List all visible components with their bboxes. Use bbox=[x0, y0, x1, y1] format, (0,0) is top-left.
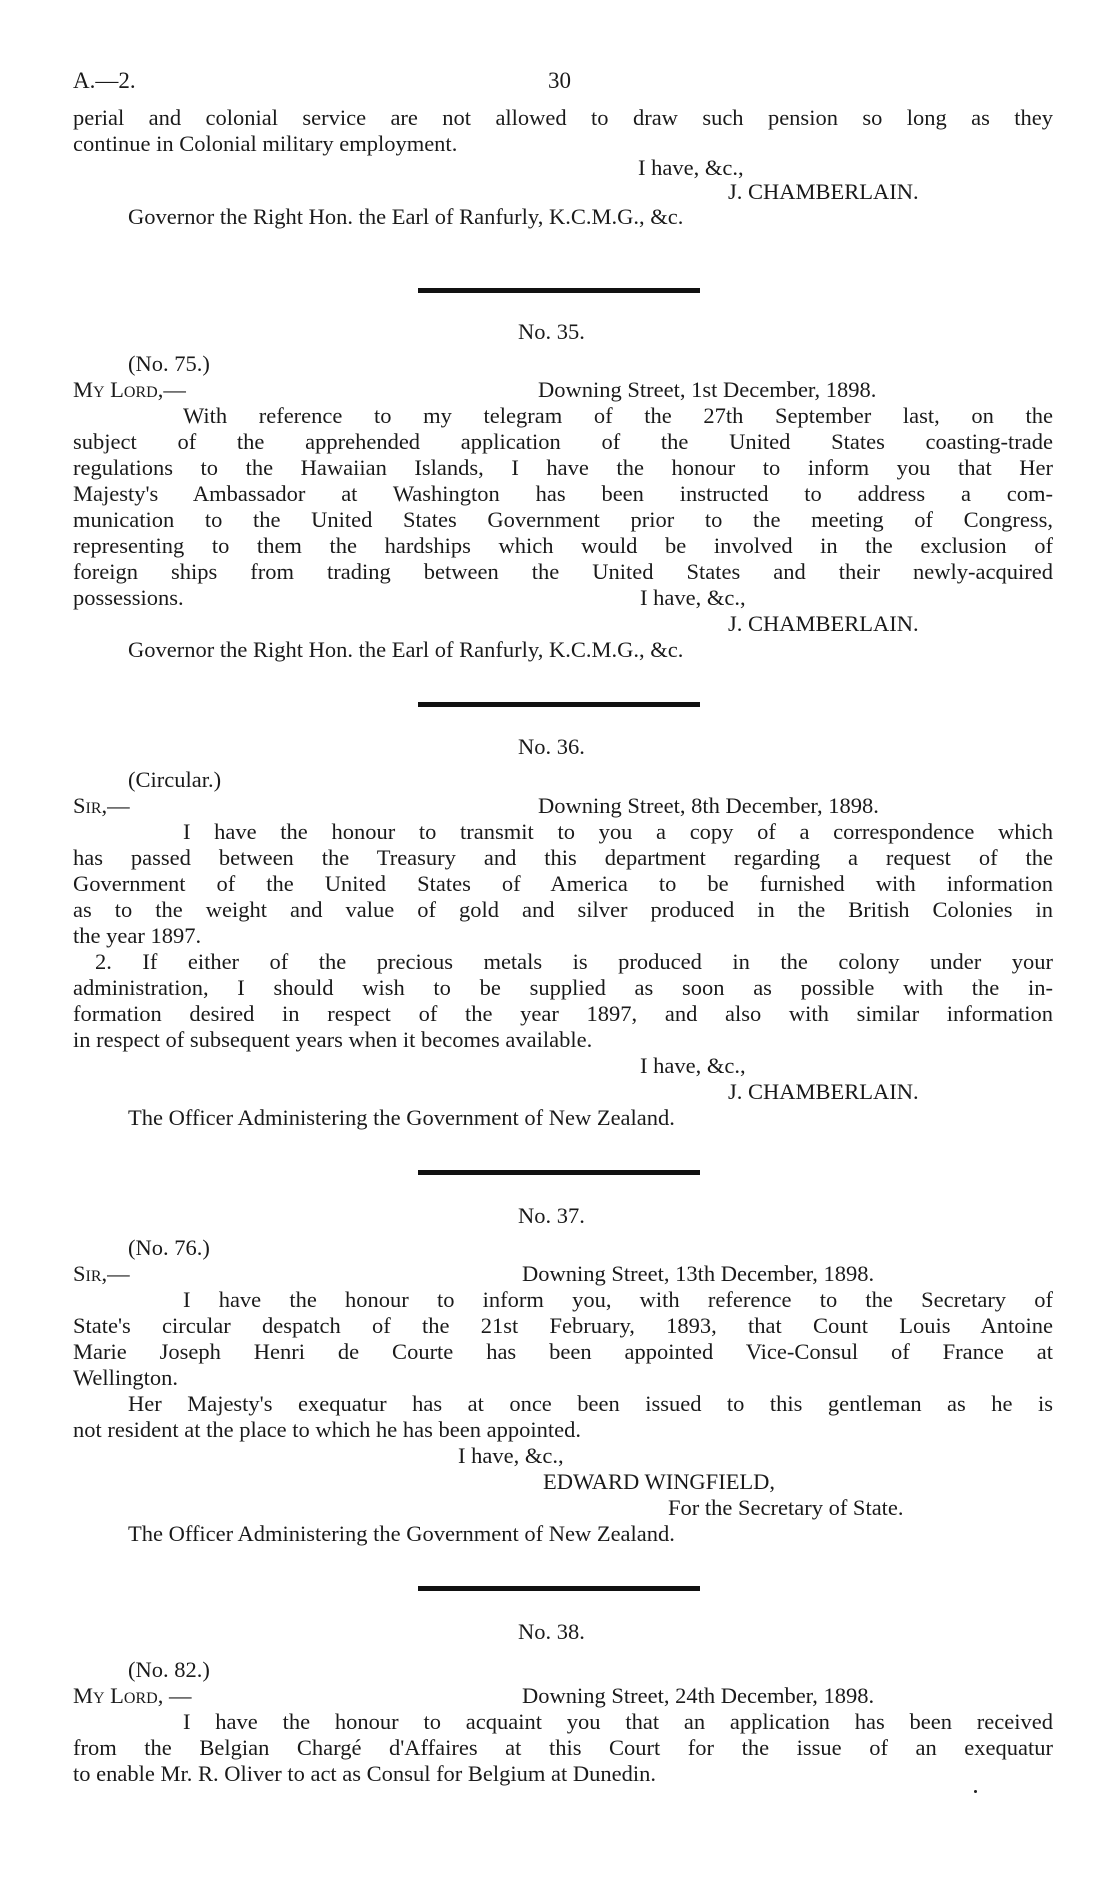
body-line: I have the honour to acquaint you that an application has been received bbox=[183, 1709, 1053, 1734]
signature-title: For the Secretary of State. bbox=[668, 1495, 904, 1520]
place-date: Downing Street, 8th December, 1898. bbox=[538, 793, 879, 818]
body-line: has passed between the Treasury and this department regarding a request of the bbox=[73, 845, 1053, 870]
body-line: to enable Mr. R. Oliver to act as Consul for Belgium at Dunedin. bbox=[73, 1761, 657, 1786]
letter-number: No. 35. bbox=[518, 319, 585, 344]
closing: I have, &c., bbox=[640, 585, 746, 610]
body-line: State's circular despatch of the 21st February, 1893, that Count Louis Antoine bbox=[73, 1313, 1053, 1338]
body-line: in respect of subsequent years when it becomes available. bbox=[73, 1027, 593, 1052]
signature: J. CHAMBERLAIN. bbox=[728, 1079, 919, 1104]
body-line: I have the honour to transmit to you a copy of a correspondence which bbox=[183, 819, 1053, 844]
closing: I have, &c., bbox=[458, 1443, 564, 1468]
place-date: Downing Street, 24th December, 1898. bbox=[522, 1683, 875, 1708]
body-line: Marie Joseph Henri de Courte has been appointed Vice-Consul of France at bbox=[73, 1339, 1053, 1364]
salutation: My Lord,— bbox=[73, 377, 186, 402]
section-divider bbox=[418, 288, 700, 293]
section-divider bbox=[418, 1170, 700, 1175]
body-line: from the Belgian Chargé d'Affaires at this Court for the issue of an exequatur bbox=[73, 1735, 1053, 1760]
continuation-line: perial and colonial service are not allowed to draw such pension so long as they bbox=[73, 105, 1053, 130]
place-date: Downing Street, 13th December, 1898. bbox=[522, 1261, 875, 1286]
letter-number: No. 37. bbox=[518, 1203, 585, 1228]
body-line: foreign ships from trading between the United States and their newly-acquired bbox=[73, 559, 1053, 584]
body-line: administration, I should wish to be supplied as soon as possible with the in- bbox=[73, 975, 1053, 1000]
letter-number: No. 36. bbox=[518, 734, 585, 759]
salutation: Sir,— bbox=[73, 793, 130, 818]
addressee: Governor the Right Hon. the Earl of Ranfurly, K.C.M.G., &c. bbox=[128, 637, 684, 662]
addressee: The Officer Administering the Government of New Zealand. bbox=[128, 1521, 675, 1546]
letter-reference: (Circular.) bbox=[128, 767, 222, 792]
letter-number: No. 38. bbox=[518, 1619, 585, 1644]
place-date: Downing Street, 1st December, 1898. bbox=[538, 377, 877, 402]
page-number: 30 bbox=[548, 68, 571, 93]
body-line: Government of the United States of America to be furnished with information bbox=[73, 871, 1053, 896]
signature: EDWARD WINGFIELD, bbox=[543, 1469, 776, 1494]
body-line: formation desired in respect of the year 1897, and also with similar information bbox=[73, 1001, 1053, 1026]
body-line: not resident at the place to which he has been appointed. bbox=[73, 1417, 581, 1442]
document-reference: A.—2. bbox=[73, 68, 136, 93]
body-line: 2. If either of the precious metals is produced in the colony under your bbox=[95, 949, 1053, 974]
addressee: The Officer Administering the Government of New Zealand. bbox=[128, 1105, 675, 1130]
body-line: Her Majesty's exequatur has at once been issued to this gentleman as he is bbox=[128, 1391, 1053, 1416]
section-divider bbox=[418, 1586, 700, 1591]
body-line: I have the honour to inform you, with reference to the Secretary of bbox=[183, 1287, 1053, 1312]
body-line: Wellington. bbox=[73, 1365, 179, 1390]
section-divider bbox=[418, 702, 700, 707]
body-line: representing to them the hardships which would be involved in the exclusion of bbox=[73, 533, 1053, 558]
letter-reference: (No. 75.) bbox=[128, 351, 210, 376]
body-line: subject of the apprehended application of the United States coasting-trade bbox=[73, 429, 1053, 454]
body-line: regulations to the Hawaiian Islands, I have the honour to inform you that Her bbox=[73, 455, 1053, 480]
body-line: munication to the United States Government prior to the meeting of Congress, bbox=[73, 507, 1053, 532]
ink-speck bbox=[974, 1790, 977, 1793]
letter-reference: (No. 82.) bbox=[128, 1657, 210, 1682]
closing: I have, &c., bbox=[640, 1053, 746, 1078]
continuation-line: continue in Colonial military employment. bbox=[73, 131, 458, 156]
body-line: the year 1897. bbox=[73, 923, 202, 948]
letter-reference: (No. 76.) bbox=[128, 1235, 210, 1260]
salutation: Sir,— bbox=[73, 1261, 130, 1286]
closing: I have, &c., bbox=[638, 155, 744, 180]
signature: J. CHAMBERLAIN. bbox=[728, 179, 919, 204]
salutation: My Lord, — bbox=[73, 1683, 192, 1708]
signature: J. CHAMBERLAIN. bbox=[728, 611, 919, 636]
body-line: Majesty's Ambassador at Washington has been instructed to address a com- bbox=[73, 481, 1053, 506]
body-line: as to the weight and value of gold and silver produced in the British Colonies in bbox=[73, 897, 1053, 922]
body-line: With reference to my telegram of the 27th September last, on the bbox=[183, 403, 1053, 428]
body-line: possessions. bbox=[73, 585, 184, 610]
addressee: Governor the Right Hon. the Earl of Ranfurly, K.C.M.G., &c. bbox=[128, 204, 684, 229]
